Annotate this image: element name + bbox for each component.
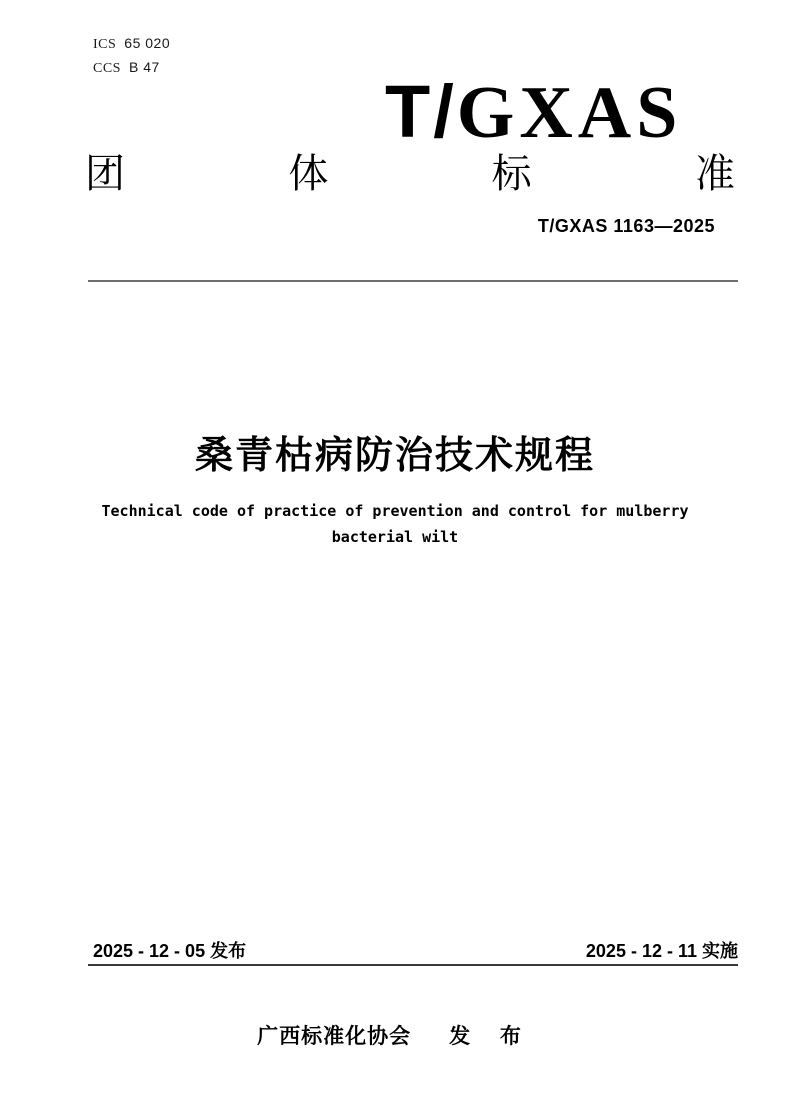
classification-codes xyxy=(93,32,170,80)
document-title-en-line2: bacterial wilt xyxy=(331,528,459,546)
ccs-line xyxy=(93,56,170,80)
publisher-row xyxy=(0,1020,790,1050)
ccs-value: B 47 xyxy=(128,59,160,75)
tgxas-logo-t: T/ xyxy=(385,70,457,153)
doc-type-char: 体 xyxy=(288,152,329,196)
ics-value: 65 020 xyxy=(124,35,171,51)
issue-date: 2025 - 12 - 05 发布 xyxy=(93,941,247,961)
publisher-name: 广西标准化协会 xyxy=(257,1025,412,1048)
document-title-cn: 桑青枯病防治技术规程 xyxy=(194,435,595,477)
ccs-label: CCS xyxy=(93,61,121,76)
tgxas-logo-gxas: GXAS xyxy=(456,72,683,154)
date-row xyxy=(93,937,738,963)
doc-type-title xyxy=(85,150,735,198)
ics-line xyxy=(93,32,170,56)
publish-label: 发 布 xyxy=(449,1025,533,1048)
doc-type-char: 团 xyxy=(85,152,125,196)
standard-number: T/GXAS 1163—2025 xyxy=(537,216,715,236)
ics-label: ICS xyxy=(93,37,117,52)
document-title-en xyxy=(0,498,790,550)
top-divider-line xyxy=(88,280,738,282)
doc-type-char: 标 xyxy=(491,152,532,196)
doc-type-char: 准 xyxy=(694,152,735,196)
document-title-en-line1: Technical code of practice of prevention and control for mulberry xyxy=(101,502,689,520)
bottom-divider-line xyxy=(88,964,738,966)
tgxas-logo xyxy=(385,70,682,154)
implement-date: 2025 - 12 - 11 实施 xyxy=(585,941,738,961)
